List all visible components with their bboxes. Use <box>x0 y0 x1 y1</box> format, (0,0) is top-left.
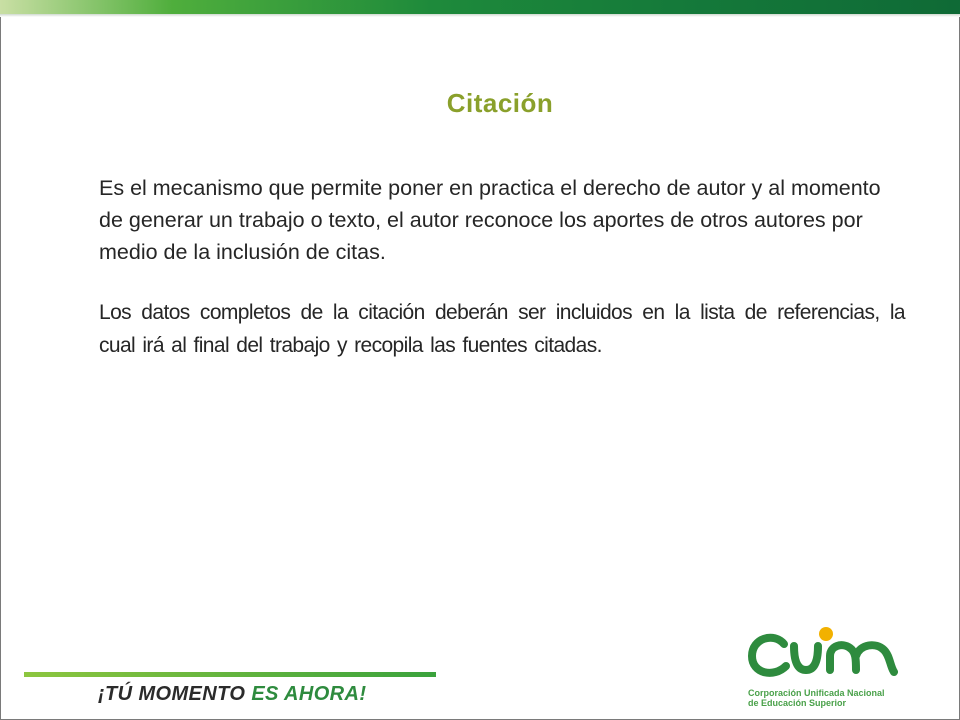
slogan <box>98 683 366 706</box>
slogan-part-1: ¡TÚ MOMENTO <box>98 683 252 705</box>
institution-line-1: Corporación Unificada Nacional <box>748 688 885 698</box>
footer-green-line <box>24 672 436 677</box>
cun-logo-icon <box>744 622 900 684</box>
top-gradient-bar <box>0 0 960 14</box>
institution-line-2: de Educación Superior <box>748 698 847 708</box>
references-paragraph: Los datos completos de la citación deberán ser incluidos en la lista de referencias, la cual irá al final del trabajo y recopila las fuentes citadas. <box>99 301 905 357</box>
top-bar-shadow <box>0 14 960 17</box>
institution-name <box>748 688 918 708</box>
slide-title: Citación <box>446 88 554 118</box>
definition-paragraph: Es el mecanismo que permite poner en practica el derecho de autor y al momento de generar un trabajo o texto, el autor reconoce los aportes de otros autores por medio de la inclusión de citas. <box>99 176 881 264</box>
slogan-part-2: ES AHORA! <box>251 683 367 705</box>
